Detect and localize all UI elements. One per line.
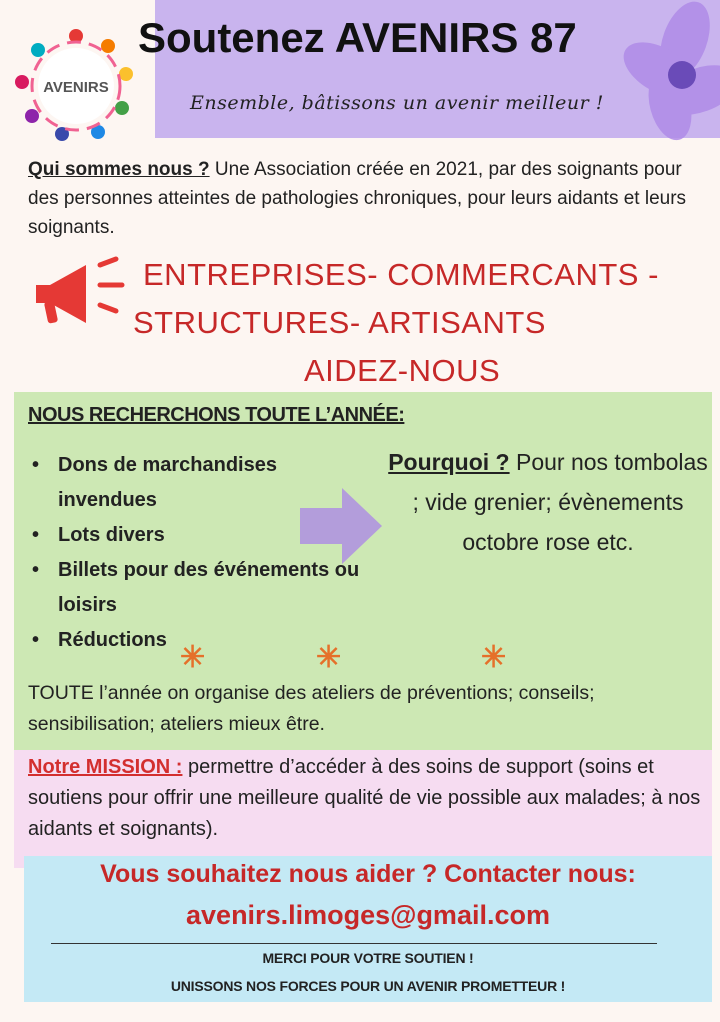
appeal-line-1: ENTREPRISES- COMMERCANTS - xyxy=(143,257,659,292)
megaphone-icon xyxy=(28,255,128,335)
why-label: Pourquoi ? xyxy=(388,449,510,475)
thanks-text: MERCI POUR VOTRE SOUTIEN ! xyxy=(262,950,474,966)
tagline: Ensemble, bâtissons un avenir meilleur ! xyxy=(190,92,604,114)
why-paragraph xyxy=(383,442,713,562)
list-item: • Dons de marchandises invendues xyxy=(32,448,372,518)
search-heading: NOUS RECHERCHONS TOUTE L’ANNÉE: xyxy=(28,404,405,426)
avenirs-logo xyxy=(6,18,146,148)
star-icon: ✳ xyxy=(481,641,507,674)
list-item: • Billets pour des événements ou loisirs xyxy=(32,553,372,623)
list-item: • Lots divers xyxy=(32,518,372,553)
mission-label: Notre MISSION : xyxy=(28,756,183,778)
unite-text: UNISSONS NOS FORCES POUR UN AVENIR PROMETTEUR ! xyxy=(170,978,566,994)
page-title: Soutenez AVENIRS 87 xyxy=(138,14,577,61)
divider xyxy=(51,943,657,944)
flower-decoration xyxy=(590,0,720,150)
mission-paragraph xyxy=(28,752,712,845)
appeal-line-2: STRUCTURES- ARTISANTS xyxy=(133,305,546,340)
workshops-paragraph: TOUTE l’année on organise des ateliers de préventions; conseils; sensibilisation; ateliers mieux être. xyxy=(28,682,595,735)
about-text: Une Association créée en 2021, par des soignants pour des personnes atteintes de pathologies chroniques, pour leurs aidants et leurs soignants. xyxy=(28,159,687,238)
logo-text: AVENIRS xyxy=(43,79,109,96)
contact-email[interactable]: avenirs.limoges@gmail.com xyxy=(186,900,550,930)
mission-text: permettre d’accéder à des soins de support (soins et soutiens pour offrir une meilleure qualité de vie possible aux malades; à nos aidants et soignants). xyxy=(28,756,701,840)
why-text: Pour nos tombolas ; vide grenier; évènements octobre rose etc. xyxy=(412,449,708,555)
list-item: • Réductions xyxy=(32,623,372,658)
arrow-right-icon xyxy=(300,488,382,564)
about-label: Qui sommes nous ? xyxy=(28,159,210,180)
star-icon: ✳ xyxy=(180,641,206,674)
contact-question: Vous souhaitez nous aider ? Contacter nous: xyxy=(100,860,636,888)
about-paragraph xyxy=(28,155,708,242)
star-icon: ✳ xyxy=(316,641,342,674)
appeal-line-3: AIDEZ-NOUS xyxy=(304,353,501,388)
